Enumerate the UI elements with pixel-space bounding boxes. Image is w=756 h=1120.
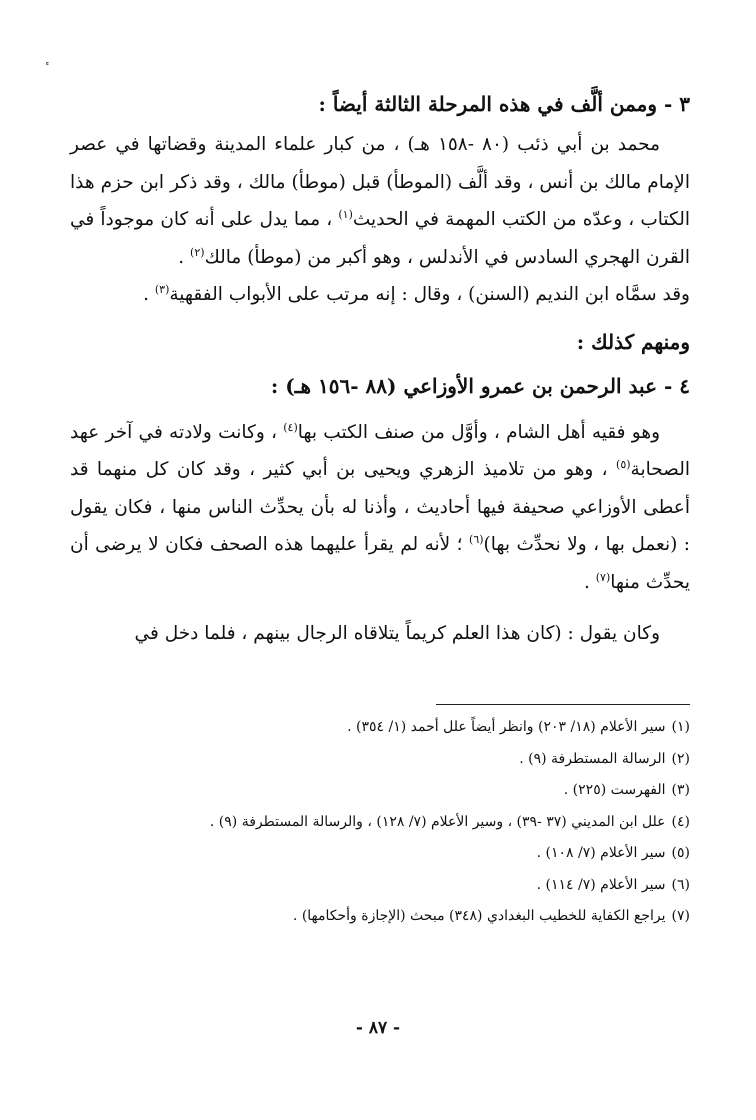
footnotes-list bbox=[70, 712, 690, 933]
paragraph-ibn-abi-dhib: محمد بن أبي ذئب (٨٠ -١٥٨ هـ) ، من كبار علماء المدينة وقضاتها في عصر الإمام مالك بن أنس ، وقد ألَّف (الموطأ) قبل (موطأ) مالك ، وقد ذكر ابن حزم هذا الكتاب ، وعدّه من الكتب المهمة في الحديث$^{(١)}$ ، مما يدل على أنه كان موجوداً في القرن الهجري السادس في الأندلس ، وهو أكبر من (موطأ) مالك$^{(٢)}$ . bbox=[70, 134, 691, 268]
footnote-text: علل ابن المديني (٣٧ -٣٩) ، وسير الأعلام (٧/ ١٢٨) ، والرسالة المستطرفة (٩) . bbox=[209, 813, 666, 830]
footnote-text: سير الأعلام (٧/ ١١٤) . bbox=[536, 876, 666, 893]
paragraph-ibn-al-nadim: وقد سمَّاه ابن النديم (السنن) ، وقال : إنه مرتب على الأبواب الفقهية$^{(٣)}$ . bbox=[143, 282, 690, 305]
paragraph-awzai: وهو فقيه أهل الشام ، وأوَّل من صنف الكتب بها$^{(٤)}$ ، وكانت ولادته في آخر عهد الصحابة$^{(٥)}$ ، وهو من تلاميذ الزهري ويحيى بن أبي كثير ، وقد كان كل منهما قد أعطى الأوزاعي صحيفة فيها أحاديث ، وأذنا له بأن يحدِّث الناس منها ، فكان يقول : (نعمل بها ، ولا نحدِّث بها)$^{(٦)}$ ؛ لأنه لم يقرأ عليهما هذه الصحف فكان لا يرضى أن يحدِّث منها$^{(٧)}$ . bbox=[70, 420, 690, 593]
footnote-ref-6[interactable]: (٦) bbox=[469, 532, 484, 546]
footnote-ref-1[interactable]: (١) bbox=[338, 207, 353, 221]
footnote-number: (٧) bbox=[671, 908, 690, 924]
footnote-number: (١) bbox=[671, 719, 690, 735]
footnote-item bbox=[70, 838, 690, 870]
footnote-text: الفهرست (٢٢٥) . bbox=[563, 782, 666, 798]
footnote-item bbox=[70, 744, 690, 776]
footnote-ref-4[interactable]: (٤) bbox=[283, 420, 298, 434]
footnote-number: (٣) bbox=[671, 782, 690, 798]
footnote-item bbox=[70, 712, 690, 744]
footnote-ref-7[interactable]: (٧) bbox=[595, 570, 611, 584]
footnote-text: سير الأعلام (١٨/ ٢٠٣) وانظر أيضاً علل أحمد (١/ ٣٥٤) . bbox=[347, 719, 666, 735]
footnote-number: (٢) bbox=[671, 750, 690, 767]
paragraph-awzai-saying: وكان يقول : (كان هذا العلم كريماً يتلاقاه الرجال بينهم ، فلما دخل في bbox=[134, 623, 660, 644]
section-heading-4: ٤ - عبد الرحمن بن عمرو الأوزاعي (٨٨ -١٥٦ هـ) : bbox=[270, 373, 690, 398]
footnote-item bbox=[70, 870, 690, 902]
footnote-text: يراجع الكفاية للخطيب البغدادي (٣٤٨) مبحث (الإجازة وأحكامها) . bbox=[292, 908, 666, 924]
footnote-item bbox=[70, 807, 690, 839]
footnote-text: الرسالة المستطرفة (٩) . bbox=[519, 750, 666, 767]
footnote-item bbox=[70, 775, 690, 807]
footnote-separator bbox=[436, 704, 690, 705]
footnote-text: سير الأعلام (٧/ ١٠٨) . bbox=[536, 845, 666, 861]
footnote-ref-5[interactable]: (٥) bbox=[616, 457, 631, 471]
footnote-number: (٥) bbox=[671, 845, 690, 861]
footnote-item bbox=[70, 901, 690, 933]
footnote-number: (٦) bbox=[671, 876, 690, 893]
footnote-number: (٤) bbox=[671, 813, 690, 830]
footnote-ref-2[interactable]: (٢) bbox=[190, 245, 205, 259]
section-heading-others: ومنهم كذلك : bbox=[576, 329, 690, 354]
footnote-ref-3[interactable]: (٣) bbox=[154, 282, 170, 296]
page-number: - ٨٧ - bbox=[355, 1018, 401, 1038]
section-heading-3: ٣ - وممن ألَّف في هذه المرحلة الثالثة أيضاً : bbox=[318, 92, 690, 116]
main-text bbox=[70, 82, 690, 653]
